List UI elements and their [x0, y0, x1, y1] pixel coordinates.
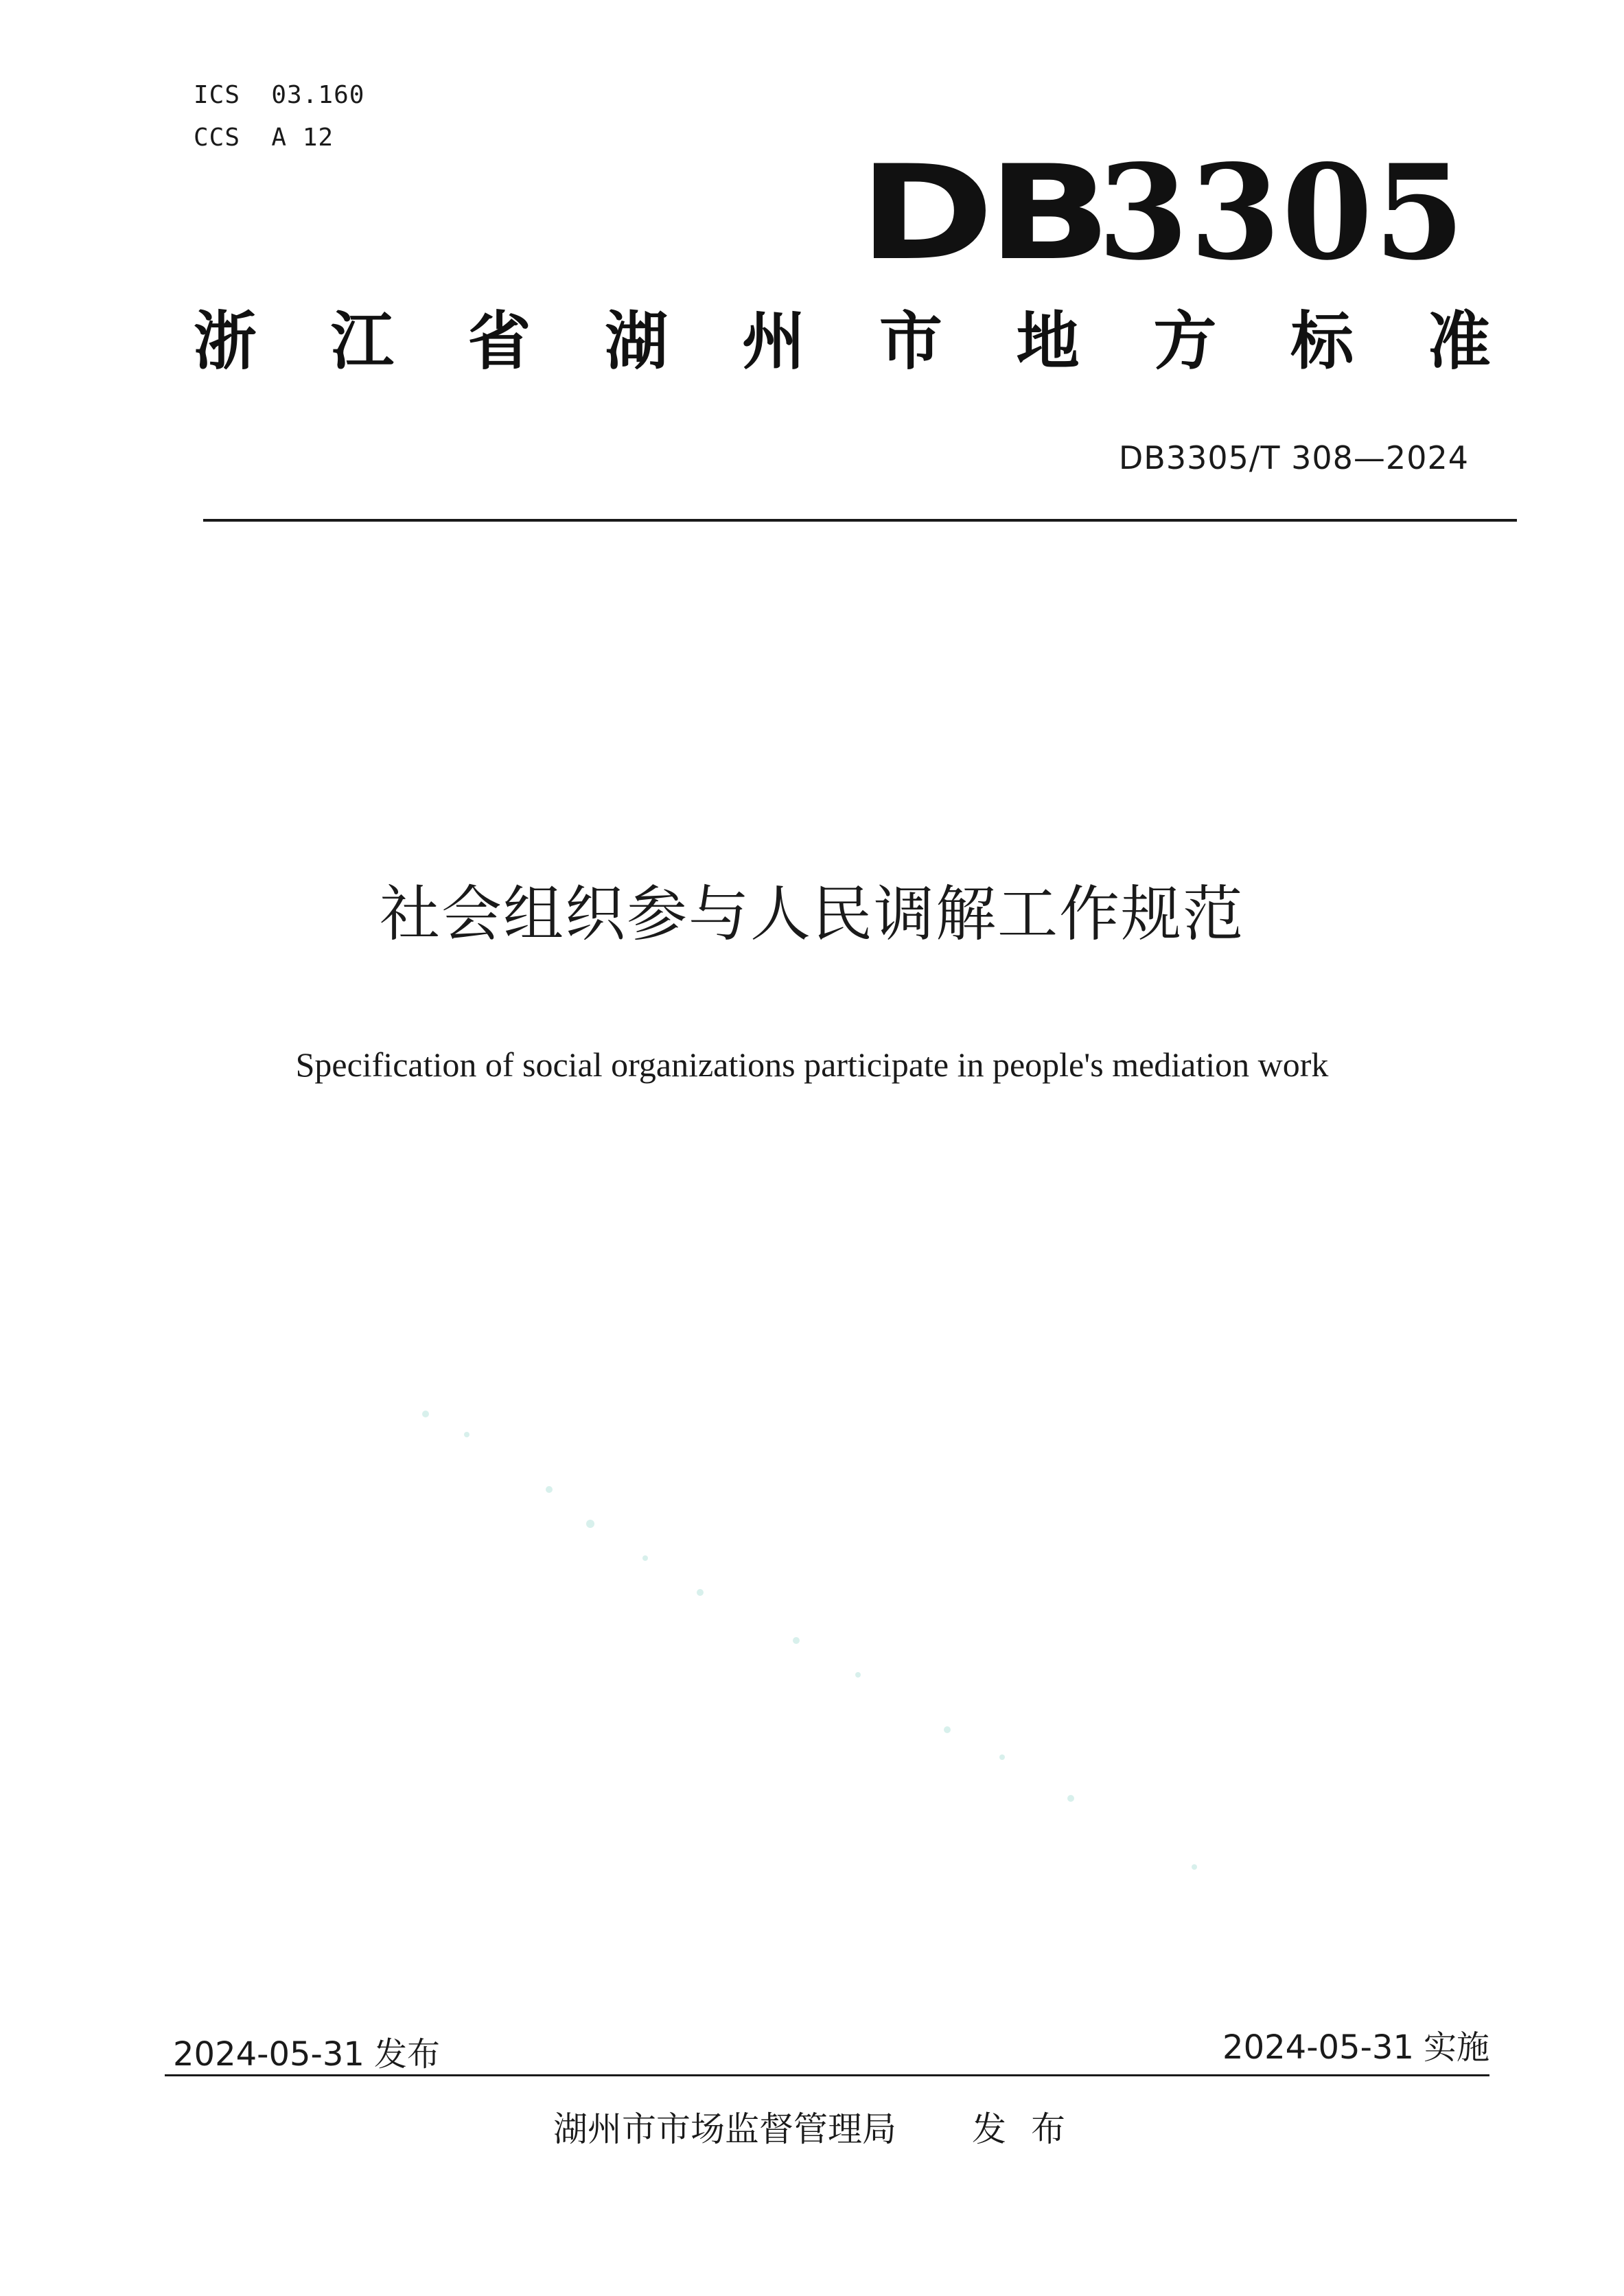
publisher-action: 发布	[972, 2109, 1090, 2149]
standard-number: DB3305/T 308—2024	[1118, 439, 1469, 476]
category-char: 湖	[605, 305, 669, 378]
category-char: 准	[1427, 305, 1491, 378]
category-char: 标	[1290, 305, 1354, 378]
ics-code: ICS 03.160	[194, 81, 365, 109]
issue-date-value: 2024-05-31	[173, 2035, 364, 2074]
implementation-date-value: 2024-05-31	[1222, 2028, 1414, 2067]
db-standard-mark	[858, 136, 1466, 289]
implementation-date	[1222, 2021, 1489, 2068]
ccs-code: CCS A 12	[194, 124, 334, 152]
db-prefix: DB	[858, 137, 1105, 289]
category-char: 浙	[194, 305, 257, 378]
category-char: 地	[1016, 305, 1080, 378]
standard-category	[194, 305, 1491, 378]
publisher-name: 湖州市市场监督管理局	[553, 2109, 896, 2149]
category-char: 省	[467, 305, 531, 378]
header-divider	[203, 519, 1517, 522]
faint-watermark	[384, 1387, 1277, 1936]
issue-date-label: 发布	[373, 2035, 440, 2074]
category-char: 方	[1153, 305, 1217, 378]
implementation-date-label: 实施	[1423, 2028, 1489, 2067]
db-region-number: 3305	[1098, 136, 1466, 289]
category-char: 州	[742, 305, 806, 378]
footer-divider	[165, 2074, 1489, 2076]
title-english: Specification of social organizations participate in people's mediation work	[295, 1045, 1329, 1084]
category-char: 市	[879, 305, 942, 378]
publisher	[553, 2102, 1090, 2151]
title-chinese: 社会组织参与人民调解工作规范	[379, 879, 1244, 949]
issue-date	[173, 2028, 440, 2075]
category-char: 江	[330, 305, 394, 378]
